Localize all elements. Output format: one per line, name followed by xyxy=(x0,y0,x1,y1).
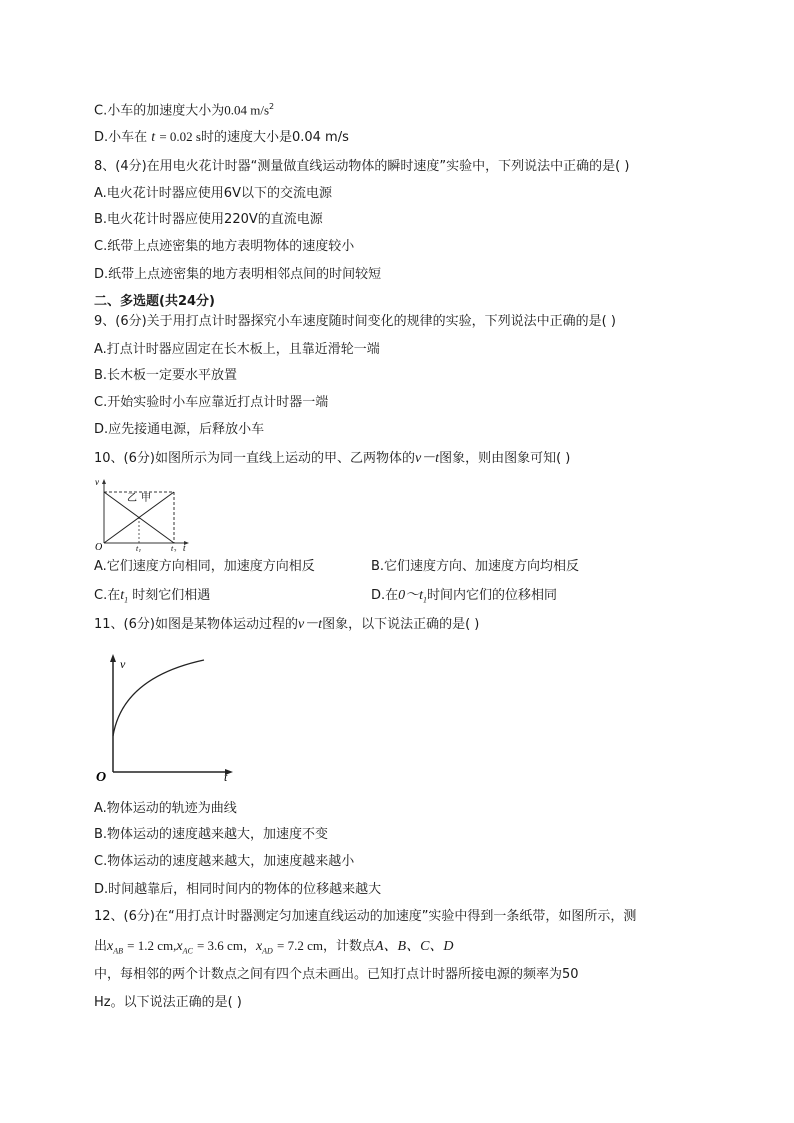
q9-option-b: B.长木板一定要水平放置 xyxy=(94,368,238,383)
q7-option-d xyxy=(94,128,349,147)
q8-option-b: B.电火花计时器应使用220V的直流电源 xyxy=(94,212,323,227)
q7-option-c-text: C.小车的加速度大小为 xyxy=(94,103,225,119)
q11-option-d: D.时间越靠后，相同时间内的物体的位移越来越大 xyxy=(94,882,382,897)
q11-label-origin: O xyxy=(96,770,107,783)
q10-stem xyxy=(94,450,570,468)
q11-label-t: t xyxy=(224,770,228,783)
q10-option-b: B.它们速度方向、加速度方向均相反 xyxy=(371,559,580,574)
q12-stem-line4: Hz。以下说法正确的是( ) xyxy=(94,995,242,1010)
q7-option-c xyxy=(94,98,274,120)
q7-option-d-post: 时的速度大小是0.04 m/s xyxy=(200,130,349,145)
q11-stem-var: v－t xyxy=(297,617,323,632)
q12-stem-line3: 中，每相邻的两个计数点之间有四个点未画出。已知打点计时器所接电源的频率为50 xyxy=(94,967,579,982)
q10-option-a: A.它们速度方向相同，加速度方向相反 xyxy=(94,559,315,574)
q12-stem-line2: 出$x_{AB} = 1.2$ $cm,x_{AC} = 3.6$ cm，$x_{AD} = 7.2$ cm，计数点A、B、C、D xyxy=(94,938,454,956)
q11-option-c: C.物体运动的速度越来越大，加速度越来越小 xyxy=(94,854,355,869)
q11-stem-post: 图象，以下说法正确的是( ) xyxy=(322,617,480,632)
q10-stem-text: 10、(6分)如图所示为同一直线上运动的甲、乙两物体的 xyxy=(94,451,415,466)
q9-stem: 9、(6分)关于用打点计时器探究小车速度随时间变化的规律的实验，下列说法中正确的是( ) xyxy=(94,314,616,329)
q10-stem-post: 图象，则由图象可知( ) xyxy=(439,451,571,466)
q11-vt-curve xyxy=(113,660,204,736)
q9-option-d: D.应先接通电源，后释放小车 xyxy=(94,422,265,437)
q7-option-d-text: D.小车在 xyxy=(94,130,148,145)
q8-option-c: C.纸带上点迹密集的地方表明物体的速度较小 xyxy=(94,239,355,254)
q11-vt-figure xyxy=(94,648,244,783)
q11-y-arrow xyxy=(110,654,116,662)
q11-stem xyxy=(94,616,479,634)
q10-stem-var: v－t xyxy=(414,451,440,466)
q7-option-c-exponent: 2 xyxy=(269,102,275,111)
q9-option-c: C.开始实验时小车应靠近打点计时器一端 xyxy=(94,395,329,410)
q8-stem: 8、(4分)在用电火花计时器“测量做直线运动物体的瞬时速度”实验中，下列说法中正确的是( ) xyxy=(94,159,630,174)
q10-label-t1: $t_1$ xyxy=(136,544,142,552)
q10-options-row1 xyxy=(94,558,580,576)
q10-label-v: v xyxy=(95,477,99,487)
q7-option-d-eq: = 0.02 s xyxy=(159,129,201,144)
q10-options-row2 xyxy=(94,587,558,610)
q10-label-t2: $t_2$ xyxy=(171,544,177,552)
q11-option-a: A.物体运动的轨迹为曲线 xyxy=(94,801,237,816)
q7-option-c-value: 0.04 m/s xyxy=(224,102,270,118)
q10-label-t: t xyxy=(183,543,186,552)
q11-label-v: v xyxy=(120,657,126,671)
q8-option-d: D.纸带上点迹密集的地方表明相邻点间的时间较短 xyxy=(94,267,382,282)
q8-option-a: A.电火花计时器应使用6V以下的交流电源 xyxy=(94,186,332,201)
q11-option-b: B.物体运动的速度越来越大，加速度不变 xyxy=(94,827,329,842)
q10-option-d: D.在$0\sim t_1$时间内它们的位移相同 xyxy=(371,588,558,605)
q9-option-a: A.打点计时器应固定在长木板上，且靠近滑轮一端 xyxy=(94,342,380,357)
q10-label-origin: O xyxy=(95,542,103,552)
q10-y-arrow xyxy=(102,479,106,484)
q10-label-yi: 乙 xyxy=(127,493,137,504)
q7-option-d-var: t xyxy=(151,130,156,145)
q10-option-c: C.在$t_1$ 时刻它们相遇 xyxy=(94,588,211,605)
q10-label-jia: 甲 xyxy=(141,493,151,504)
q12-stem: 12、(6分)在“用打点计时器测定匀加速直线运动的加速度”实验中得到一条纸带，如图所示，测 xyxy=(94,909,637,924)
section-heading: 二、多选题(共24分) xyxy=(94,294,215,309)
q11-stem-text: 11、(6分)如图是某物体运动过程的 xyxy=(94,617,298,632)
q10-vt-figure xyxy=(94,477,194,552)
